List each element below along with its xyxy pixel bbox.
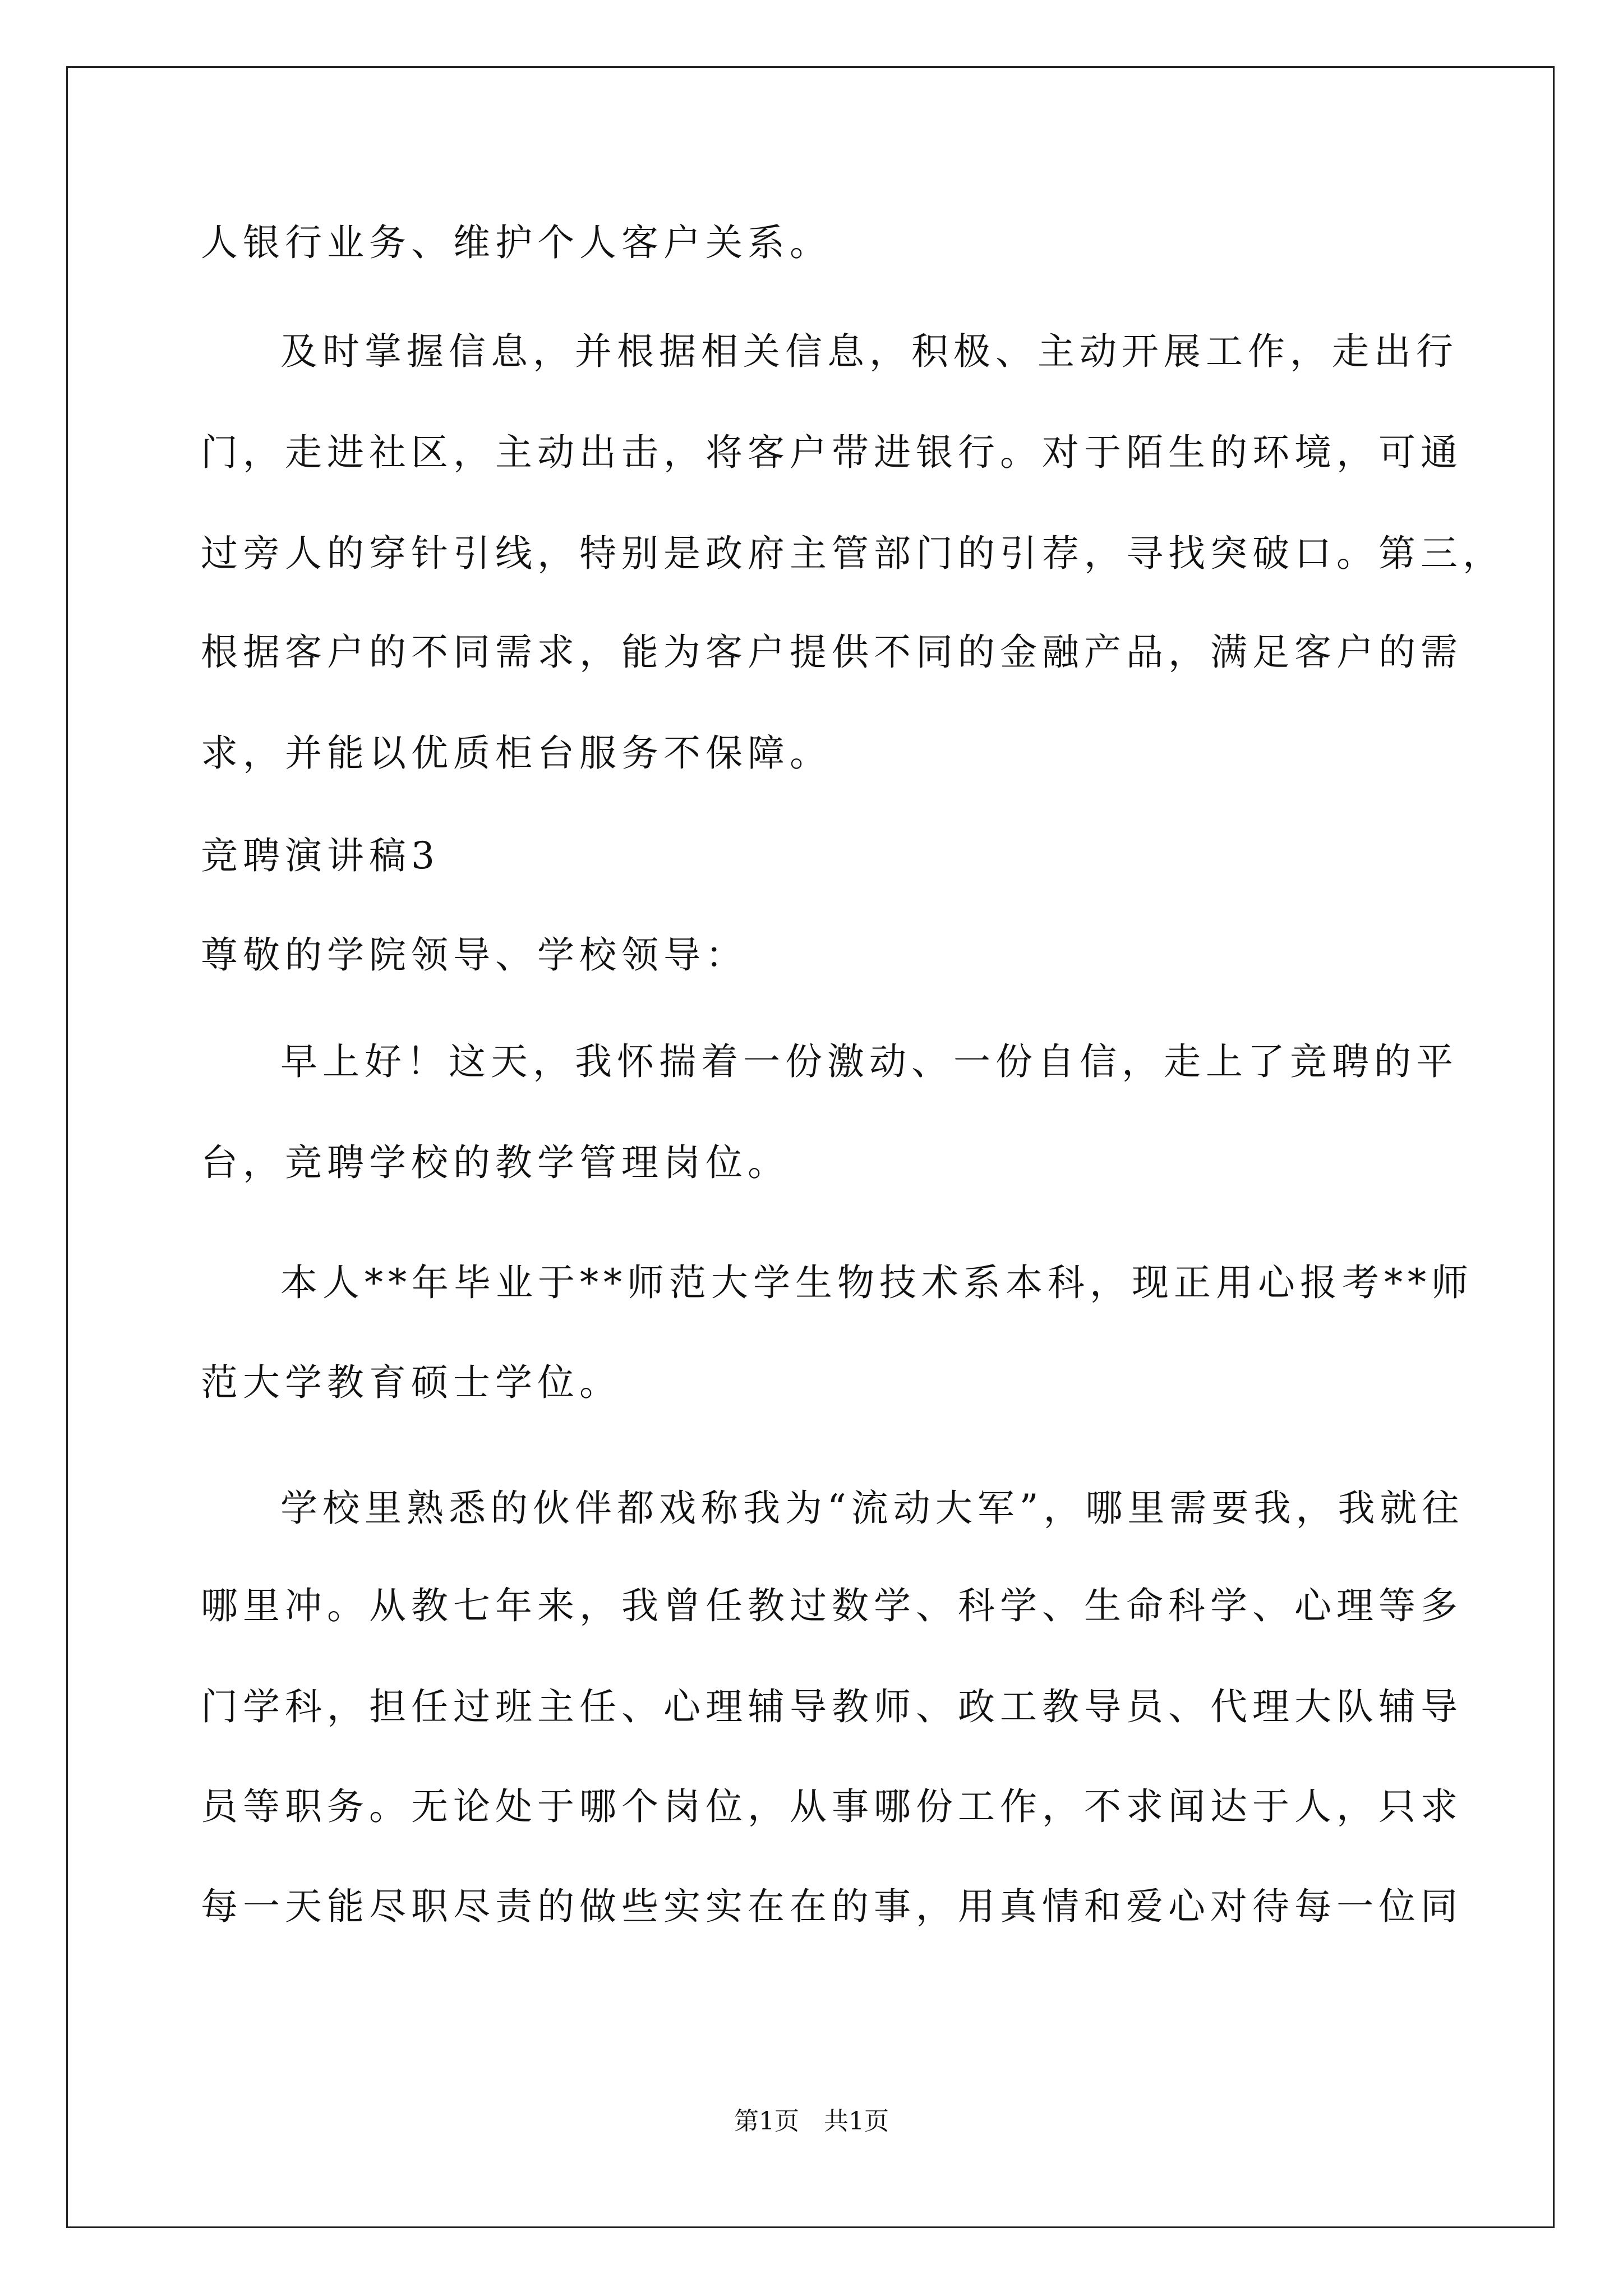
paragraph-line: 员等职务。无论处于哪个岗位，从事哪份工作，不求闻达于人，只求: [201, 1785, 1463, 1828]
paragraph-line: 求，并能以优质柜台服务不保障。: [201, 731, 832, 775]
paragraph-line: 过旁人的穿针引线，特别是政府主管部门的引荐，寻找突破口。第三，: [201, 532, 1505, 575]
paragraph-line: 范大学教育硕士学位。: [201, 1361, 621, 1404]
paragraph-line: 本人**年毕业于**师范大学生物技术系本科，现正用心报考**师: [280, 1261, 1473, 1304]
paragraph-line: 门学科，担任过班主任、心理辅导教师、政工教导员、代理大队辅导: [201, 1685, 1463, 1728]
paragraph-line: 每一天能尽职尽责的做些实实在在的事，用真情和爱心对待每一位同: [201, 1885, 1463, 1928]
salutation: 尊敬的学院领导、学校领导：: [201, 933, 748, 977]
paragraph-line: 早上好！这天，我怀揣着一份激动、一份自信，走上了竞聘的平: [280, 1040, 1458, 1083]
paragraph-line: 哪里冲。从教七年来，我曾任教过数学、科学、生命科学、心理等多: [201, 1584, 1463, 1627]
paragraph-line: 及时掌握信息，并根据相关信息，积极、主动开展工作，走出行: [280, 330, 1458, 373]
paragraph-line: 人银行业务、维护个人客户关系。: [201, 221, 832, 264]
paragraph-line: 根据客户的不同需求，能为客户提供不同的金融产品，满足客户的需: [201, 631, 1463, 674]
paragraph-line: 门，走进社区，主动出击，将客户带进银行。对于陌生的环境，可通: [201, 431, 1463, 474]
paragraph-line: 学校里熟悉的伙伴都戏称我为“流动大军”，哪里需要我，我就往: [280, 1487, 1464, 1530]
paragraph-line: 台，竞聘学校的教学管理岗位。: [201, 1141, 790, 1184]
section-heading: 竞聘演讲稿3: [201, 834, 440, 877]
page-footer: 第1页 共1页: [734, 2107, 889, 2136]
